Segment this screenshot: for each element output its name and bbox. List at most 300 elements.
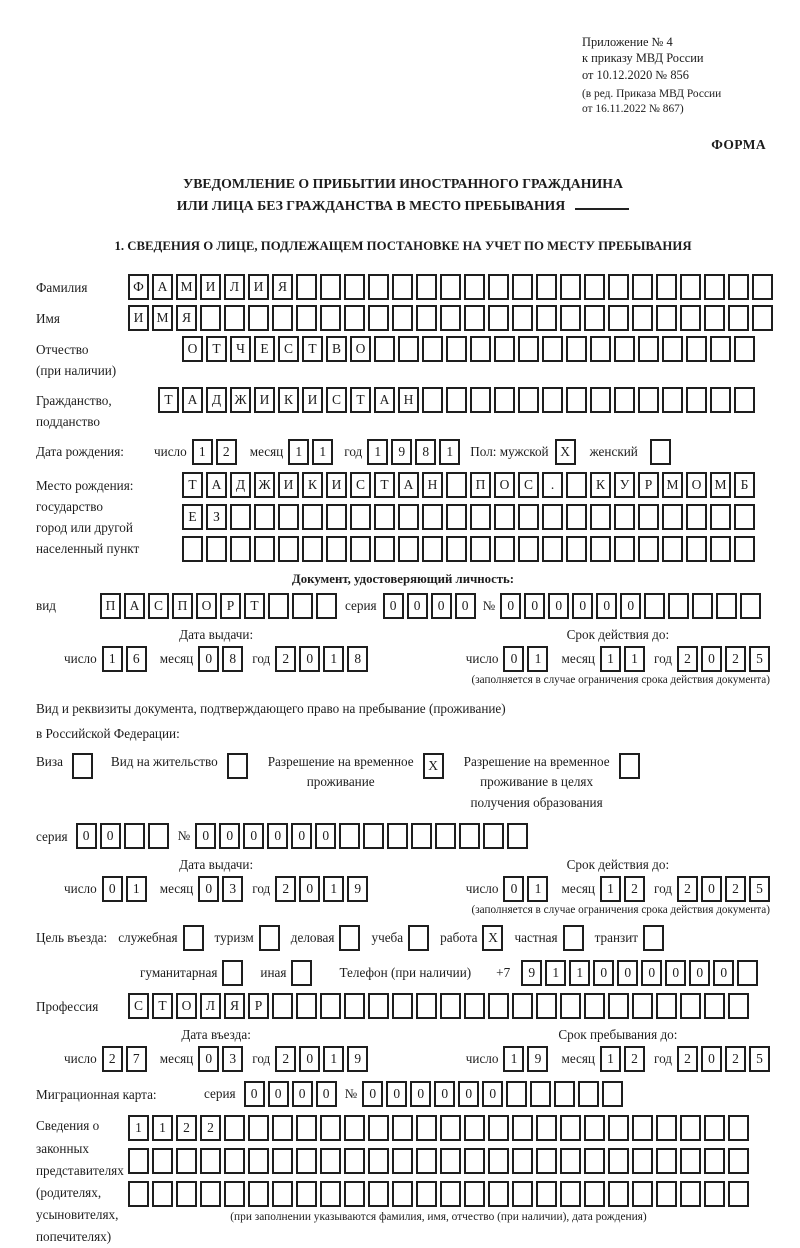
char-box[interactable]	[470, 387, 491, 413]
char-box[interactable]: О	[196, 593, 217, 619]
char-box[interactable]: 0	[689, 960, 710, 986]
char-box[interactable]	[680, 993, 701, 1019]
char-box[interactable]	[494, 387, 515, 413]
char-box[interactable]: А	[182, 387, 203, 413]
char-box[interactable]	[316, 593, 337, 619]
char-box[interactable]: 0	[299, 646, 320, 672]
char-box[interactable]	[440, 274, 461, 300]
char-box[interactable]	[411, 823, 432, 849]
char-box[interactable]	[632, 1115, 653, 1141]
char-box[interactable]	[152, 1181, 173, 1207]
char-box[interactable]	[662, 387, 683, 413]
visa-checkbox[interactable]	[72, 753, 93, 779]
char-box[interactable]	[608, 274, 629, 300]
char-box[interactable]: А	[152, 274, 173, 300]
char-box[interactable]	[728, 1148, 749, 1174]
char-box[interactable]	[200, 1148, 221, 1174]
char-box[interactable]	[368, 305, 389, 331]
char-box[interactable]: В	[326, 336, 347, 362]
char-box[interactable]	[686, 504, 707, 530]
char-box[interactable]: 0	[665, 960, 686, 986]
char-box[interactable]	[536, 1181, 557, 1207]
female-checkbox[interactable]	[650, 439, 671, 465]
char-box[interactable]: С	[350, 472, 371, 498]
char-box[interactable]: С	[518, 472, 539, 498]
char-box[interactable]	[662, 504, 683, 530]
char-box[interactable]	[536, 993, 557, 1019]
char-box[interactable]: 0	[292, 1081, 313, 1107]
char-box[interactable]	[680, 1148, 701, 1174]
char-box[interactable]	[392, 993, 413, 1019]
char-box[interactable]: 0	[701, 1046, 722, 1072]
char-box[interactable]	[464, 274, 485, 300]
char-box[interactable]: 0	[195, 823, 216, 849]
char-box[interactable]	[644, 593, 665, 619]
char-box[interactable]	[704, 1115, 725, 1141]
rvp-checkbox[interactable]: X	[423, 753, 444, 779]
char-box[interactable]	[416, 305, 437, 331]
char-box[interactable]	[416, 1148, 437, 1174]
char-box[interactable]: 0	[362, 1081, 383, 1107]
char-box[interactable]: 0	[100, 823, 121, 849]
char-box[interactable]	[368, 274, 389, 300]
char-box[interactable]: Ж	[230, 387, 251, 413]
char-box[interactable]: К	[302, 472, 323, 498]
char-box[interactable]	[542, 504, 563, 530]
char-box[interactable]	[734, 504, 755, 530]
char-box[interactable]: Ч	[230, 336, 251, 362]
char-box[interactable]	[602, 1081, 623, 1107]
char-box[interactable]	[680, 1115, 701, 1141]
char-box[interactable]: 0	[299, 876, 320, 902]
char-box[interactable]	[224, 1148, 245, 1174]
char-box[interactable]: 0	[701, 876, 722, 902]
char-box[interactable]	[128, 1181, 149, 1207]
char-box[interactable]: 1	[439, 439, 460, 465]
char-box[interactable]	[344, 1148, 365, 1174]
char-box[interactable]	[483, 823, 504, 849]
char-box[interactable]: 0	[407, 593, 428, 619]
char-box[interactable]	[632, 1148, 653, 1174]
char-box[interactable]: 0	[458, 1081, 479, 1107]
char-box[interactable]	[560, 1181, 581, 1207]
char-box[interactable]	[398, 504, 419, 530]
char-box[interactable]	[254, 504, 275, 530]
char-box[interactable]	[392, 305, 413, 331]
char-box[interactable]	[638, 387, 659, 413]
char-box[interactable]	[686, 536, 707, 562]
char-box[interactable]	[692, 593, 713, 619]
char-box[interactable]	[368, 993, 389, 1019]
char-box[interactable]: Ж	[254, 472, 275, 498]
char-box[interactable]	[614, 387, 635, 413]
char-box[interactable]: О	[176, 993, 197, 1019]
char-box[interactable]	[296, 1115, 317, 1141]
char-box[interactable]: 0	[291, 823, 312, 849]
char-box[interactable]	[740, 593, 761, 619]
char-box[interactable]	[392, 1148, 413, 1174]
char-box[interactable]	[446, 504, 467, 530]
char-box[interactable]: Т	[158, 387, 179, 413]
char-box[interactable]	[272, 305, 293, 331]
char-box[interactable]	[680, 274, 701, 300]
char-box[interactable]: И	[278, 472, 299, 498]
char-box[interactable]	[566, 387, 587, 413]
char-box[interactable]: 1	[569, 960, 590, 986]
char-box[interactable]: 0	[386, 1081, 407, 1107]
char-box[interactable]	[296, 274, 317, 300]
char-box[interactable]	[344, 305, 365, 331]
char-box[interactable]	[608, 993, 629, 1019]
char-box[interactable]	[566, 336, 587, 362]
char-box[interactable]: 9	[527, 1046, 548, 1072]
char-box[interactable]	[668, 593, 689, 619]
char-box[interactable]	[710, 387, 731, 413]
char-box[interactable]	[488, 274, 509, 300]
char-box[interactable]	[278, 536, 299, 562]
char-box[interactable]	[368, 1181, 389, 1207]
char-box[interactable]	[536, 1148, 557, 1174]
char-box[interactable]	[470, 536, 491, 562]
char-box[interactable]: И	[248, 274, 269, 300]
char-box[interactable]: 1	[152, 1115, 173, 1141]
char-box[interactable]	[542, 387, 563, 413]
char-box[interactable]	[686, 336, 707, 362]
char-box[interactable]	[494, 504, 515, 530]
char-box[interactable]	[464, 993, 485, 1019]
char-box[interactable]	[656, 1148, 677, 1174]
char-box[interactable]	[566, 504, 587, 530]
char-box[interactable]	[704, 1181, 725, 1207]
char-box[interactable]	[248, 1148, 269, 1174]
char-box[interactable]	[446, 387, 467, 413]
char-box[interactable]	[542, 536, 563, 562]
char-box[interactable]	[638, 336, 659, 362]
work-checkbox[interactable]: X	[482, 925, 503, 951]
char-box[interactable]: П	[172, 593, 193, 619]
char-box[interactable]: 0	[383, 593, 404, 619]
char-box[interactable]: 0	[198, 1046, 219, 1072]
char-box[interactable]: Ф	[128, 274, 149, 300]
char-box[interactable]: 2	[725, 646, 746, 672]
char-box[interactable]	[584, 1148, 605, 1174]
char-box[interactable]	[507, 823, 528, 849]
male-checkbox[interactable]: X	[555, 439, 576, 465]
char-box[interactable]: А	[124, 593, 145, 619]
char-box[interactable]	[728, 1181, 749, 1207]
char-box[interactable]	[272, 993, 293, 1019]
char-box[interactable]	[320, 305, 341, 331]
char-box[interactable]	[254, 536, 275, 562]
char-box[interactable]: 0	[219, 823, 240, 849]
char-box[interactable]	[296, 1181, 317, 1207]
char-box[interactable]: 2	[677, 646, 698, 672]
char-box[interactable]	[560, 305, 581, 331]
char-box[interactable]	[638, 536, 659, 562]
char-box[interactable]: И	[200, 274, 221, 300]
char-box[interactable]	[464, 1148, 485, 1174]
char-box[interactable]: 1	[323, 646, 344, 672]
char-box[interactable]	[440, 1181, 461, 1207]
char-box[interactable]: 2	[275, 1046, 296, 1072]
char-box[interactable]: М	[176, 274, 197, 300]
char-box[interactable]	[608, 305, 629, 331]
char-box[interactable]: К	[590, 472, 611, 498]
char-box[interactable]: 2	[624, 1046, 645, 1072]
char-box[interactable]: 0	[548, 593, 569, 619]
char-box[interactable]	[152, 1148, 173, 1174]
char-box[interactable]	[368, 1115, 389, 1141]
char-box[interactable]	[710, 336, 731, 362]
char-box[interactable]: 2	[725, 1046, 746, 1072]
char-box[interactable]	[272, 1115, 293, 1141]
char-box[interactable]: 1	[126, 876, 147, 902]
char-box[interactable]	[278, 504, 299, 530]
char-box[interactable]: 1	[503, 1046, 524, 1072]
char-box[interactable]	[350, 536, 371, 562]
char-box[interactable]	[566, 536, 587, 562]
char-box[interactable]: Д	[206, 387, 227, 413]
char-box[interactable]	[530, 1081, 551, 1107]
char-box[interactable]: З	[206, 504, 227, 530]
char-box[interactable]: 1	[367, 439, 388, 465]
char-box[interactable]	[148, 823, 169, 849]
residence-permit-checkbox[interactable]	[227, 753, 248, 779]
char-box[interactable]	[416, 993, 437, 1019]
char-box[interactable]: 2	[176, 1115, 197, 1141]
char-box[interactable]: М	[662, 472, 683, 498]
business-checkbox[interactable]	[339, 925, 360, 951]
char-box[interactable]	[608, 1181, 629, 1207]
char-box[interactable]: 9	[347, 1046, 368, 1072]
char-box[interactable]	[614, 504, 635, 530]
char-box[interactable]: 0	[641, 960, 662, 986]
char-box[interactable]: 0	[713, 960, 734, 986]
other-checkbox[interactable]	[291, 960, 312, 986]
char-box[interactable]	[200, 1181, 221, 1207]
char-box[interactable]	[542, 336, 563, 362]
char-box[interactable]	[182, 536, 203, 562]
char-box[interactable]: О	[182, 336, 203, 362]
char-box[interactable]	[560, 274, 581, 300]
char-box[interactable]	[416, 1115, 437, 1141]
char-box[interactable]	[734, 536, 755, 562]
char-box[interactable]	[518, 536, 539, 562]
char-box[interactable]	[344, 1181, 365, 1207]
char-box[interactable]	[446, 336, 467, 362]
char-box[interactable]: 2	[677, 1046, 698, 1072]
char-box[interactable]	[632, 1181, 653, 1207]
char-box[interactable]	[230, 504, 251, 530]
char-box[interactable]	[464, 1115, 485, 1141]
char-box[interactable]: Т	[302, 336, 323, 362]
char-box[interactable]: 0	[315, 823, 336, 849]
char-box[interactable]: 2	[725, 876, 746, 902]
char-box[interactable]: О	[350, 336, 371, 362]
char-box[interactable]: 9	[521, 960, 542, 986]
char-box[interactable]	[656, 274, 677, 300]
char-box[interactable]: 5	[749, 876, 770, 902]
char-box[interactable]	[374, 504, 395, 530]
char-box[interactable]	[272, 1181, 293, 1207]
char-box[interactable]	[200, 305, 221, 331]
char-box[interactable]: 0	[617, 960, 638, 986]
char-box[interactable]: 1	[312, 439, 333, 465]
char-box[interactable]: О	[494, 472, 515, 498]
char-box[interactable]: 0	[198, 876, 219, 902]
char-box[interactable]: 1	[600, 876, 621, 902]
char-box[interactable]	[392, 1115, 413, 1141]
char-box[interactable]: 3	[222, 876, 243, 902]
char-box[interactable]: Е	[254, 336, 275, 362]
char-box[interactable]	[440, 993, 461, 1019]
char-box[interactable]: 0	[572, 593, 593, 619]
transit-checkbox[interactable]	[643, 925, 664, 951]
char-box[interactable]	[224, 1181, 245, 1207]
char-box[interactable]	[704, 305, 725, 331]
char-box[interactable]	[518, 336, 539, 362]
char-box[interactable]: 1	[192, 439, 213, 465]
char-box[interactable]: 1	[527, 646, 548, 672]
char-box[interactable]: Т	[350, 387, 371, 413]
char-box[interactable]	[302, 504, 323, 530]
char-box[interactable]	[292, 593, 313, 619]
char-box[interactable]	[656, 305, 677, 331]
char-box[interactable]: 1	[102, 646, 123, 672]
char-box[interactable]	[296, 993, 317, 1019]
char-box[interactable]: 2	[102, 1046, 123, 1072]
char-box[interactable]	[638, 504, 659, 530]
char-box[interactable]: И	[302, 387, 323, 413]
char-box[interactable]: И	[254, 387, 275, 413]
char-box[interactable]: Р	[220, 593, 241, 619]
char-box[interactable]	[614, 536, 635, 562]
char-box[interactable]: 8	[347, 646, 368, 672]
char-box[interactable]: Р	[638, 472, 659, 498]
char-box[interactable]: Л	[224, 274, 245, 300]
char-box[interactable]	[512, 993, 533, 1019]
char-box[interactable]	[566, 472, 587, 498]
char-box[interactable]	[392, 274, 413, 300]
char-box[interactable]	[512, 1148, 533, 1174]
char-box[interactable]: 2	[624, 876, 645, 902]
char-box[interactable]	[608, 1115, 629, 1141]
char-box[interactable]: 5	[749, 646, 770, 672]
char-box[interactable]: 1	[323, 876, 344, 902]
char-box[interactable]	[734, 387, 755, 413]
char-box[interactable]	[584, 1181, 605, 1207]
char-box[interactable]	[506, 1081, 527, 1107]
char-box[interactable]	[512, 1115, 533, 1141]
char-box[interactable]	[422, 387, 443, 413]
char-box[interactable]: 3	[222, 1046, 243, 1072]
char-box[interactable]: 0	[596, 593, 617, 619]
char-box[interactable]: 0	[503, 876, 524, 902]
char-box[interactable]: 1	[288, 439, 309, 465]
char-box[interactable]: М	[710, 472, 731, 498]
char-box[interactable]	[248, 305, 269, 331]
char-box[interactable]: А	[206, 472, 227, 498]
char-box[interactable]	[459, 823, 480, 849]
char-box[interactable]	[590, 336, 611, 362]
char-box[interactable]	[614, 336, 635, 362]
char-box[interactable]	[224, 305, 245, 331]
char-box[interactable]	[590, 536, 611, 562]
char-box[interactable]	[398, 536, 419, 562]
char-box[interactable]	[704, 1148, 725, 1174]
char-box[interactable]: И	[326, 472, 347, 498]
char-box[interactable]	[686, 387, 707, 413]
char-box[interactable]	[464, 305, 485, 331]
char-box[interactable]	[584, 993, 605, 1019]
char-box[interactable]	[440, 1148, 461, 1174]
char-box[interactable]: 2	[200, 1115, 221, 1141]
char-box[interactable]	[422, 504, 443, 530]
char-box[interactable]: .	[542, 472, 563, 498]
char-box[interactable]	[704, 274, 725, 300]
tourism-checkbox[interactable]	[259, 925, 280, 951]
char-box[interactable]	[554, 1081, 575, 1107]
rvp-edu-checkbox[interactable]	[619, 753, 640, 779]
char-box[interactable]	[584, 305, 605, 331]
char-box[interactable]	[440, 1115, 461, 1141]
char-box[interactable]: 1	[624, 646, 645, 672]
char-box[interactable]: 0	[482, 1081, 503, 1107]
char-box[interactable]	[124, 823, 145, 849]
char-box[interactable]: 0	[455, 593, 476, 619]
char-box[interactable]	[584, 1115, 605, 1141]
char-box[interactable]: 0	[76, 823, 97, 849]
char-box[interactable]	[656, 993, 677, 1019]
char-box[interactable]: К	[278, 387, 299, 413]
char-box[interactable]	[608, 1148, 629, 1174]
char-box[interactable]	[737, 960, 758, 986]
char-box[interactable]: М	[152, 305, 173, 331]
char-box[interactable]	[302, 536, 323, 562]
private-checkbox[interactable]	[563, 925, 584, 951]
char-box[interactable]	[536, 274, 557, 300]
char-box[interactable]	[422, 536, 443, 562]
char-box[interactable]	[728, 993, 749, 1019]
char-box[interactable]	[296, 1148, 317, 1174]
char-box[interactable]	[350, 504, 371, 530]
char-box[interactable]	[680, 305, 701, 331]
char-box[interactable]	[518, 387, 539, 413]
char-box[interactable]	[680, 1181, 701, 1207]
char-box[interactable]: Я	[176, 305, 197, 331]
char-box[interactable]: 0	[244, 1081, 265, 1107]
char-box[interactable]: 0	[267, 823, 288, 849]
char-box[interactable]	[632, 993, 653, 1019]
char-box[interactable]: 8	[415, 439, 436, 465]
char-box[interactable]: С	[148, 593, 169, 619]
char-box[interactable]	[488, 993, 509, 1019]
char-box[interactable]: 9	[347, 876, 368, 902]
char-box[interactable]	[435, 823, 456, 849]
char-box[interactable]	[656, 1115, 677, 1141]
char-box[interactable]	[728, 1115, 749, 1141]
char-box[interactable]	[339, 823, 360, 849]
char-box[interactable]	[488, 1148, 509, 1174]
char-box[interactable]	[464, 1181, 485, 1207]
char-box[interactable]	[248, 1115, 269, 1141]
char-box[interactable]: 0	[524, 593, 545, 619]
char-box[interactable]: 0	[316, 1081, 337, 1107]
char-box[interactable]	[512, 1181, 533, 1207]
char-box[interactable]: Я	[224, 993, 245, 1019]
char-box[interactable]	[230, 536, 251, 562]
char-box[interactable]: 0	[431, 593, 452, 619]
